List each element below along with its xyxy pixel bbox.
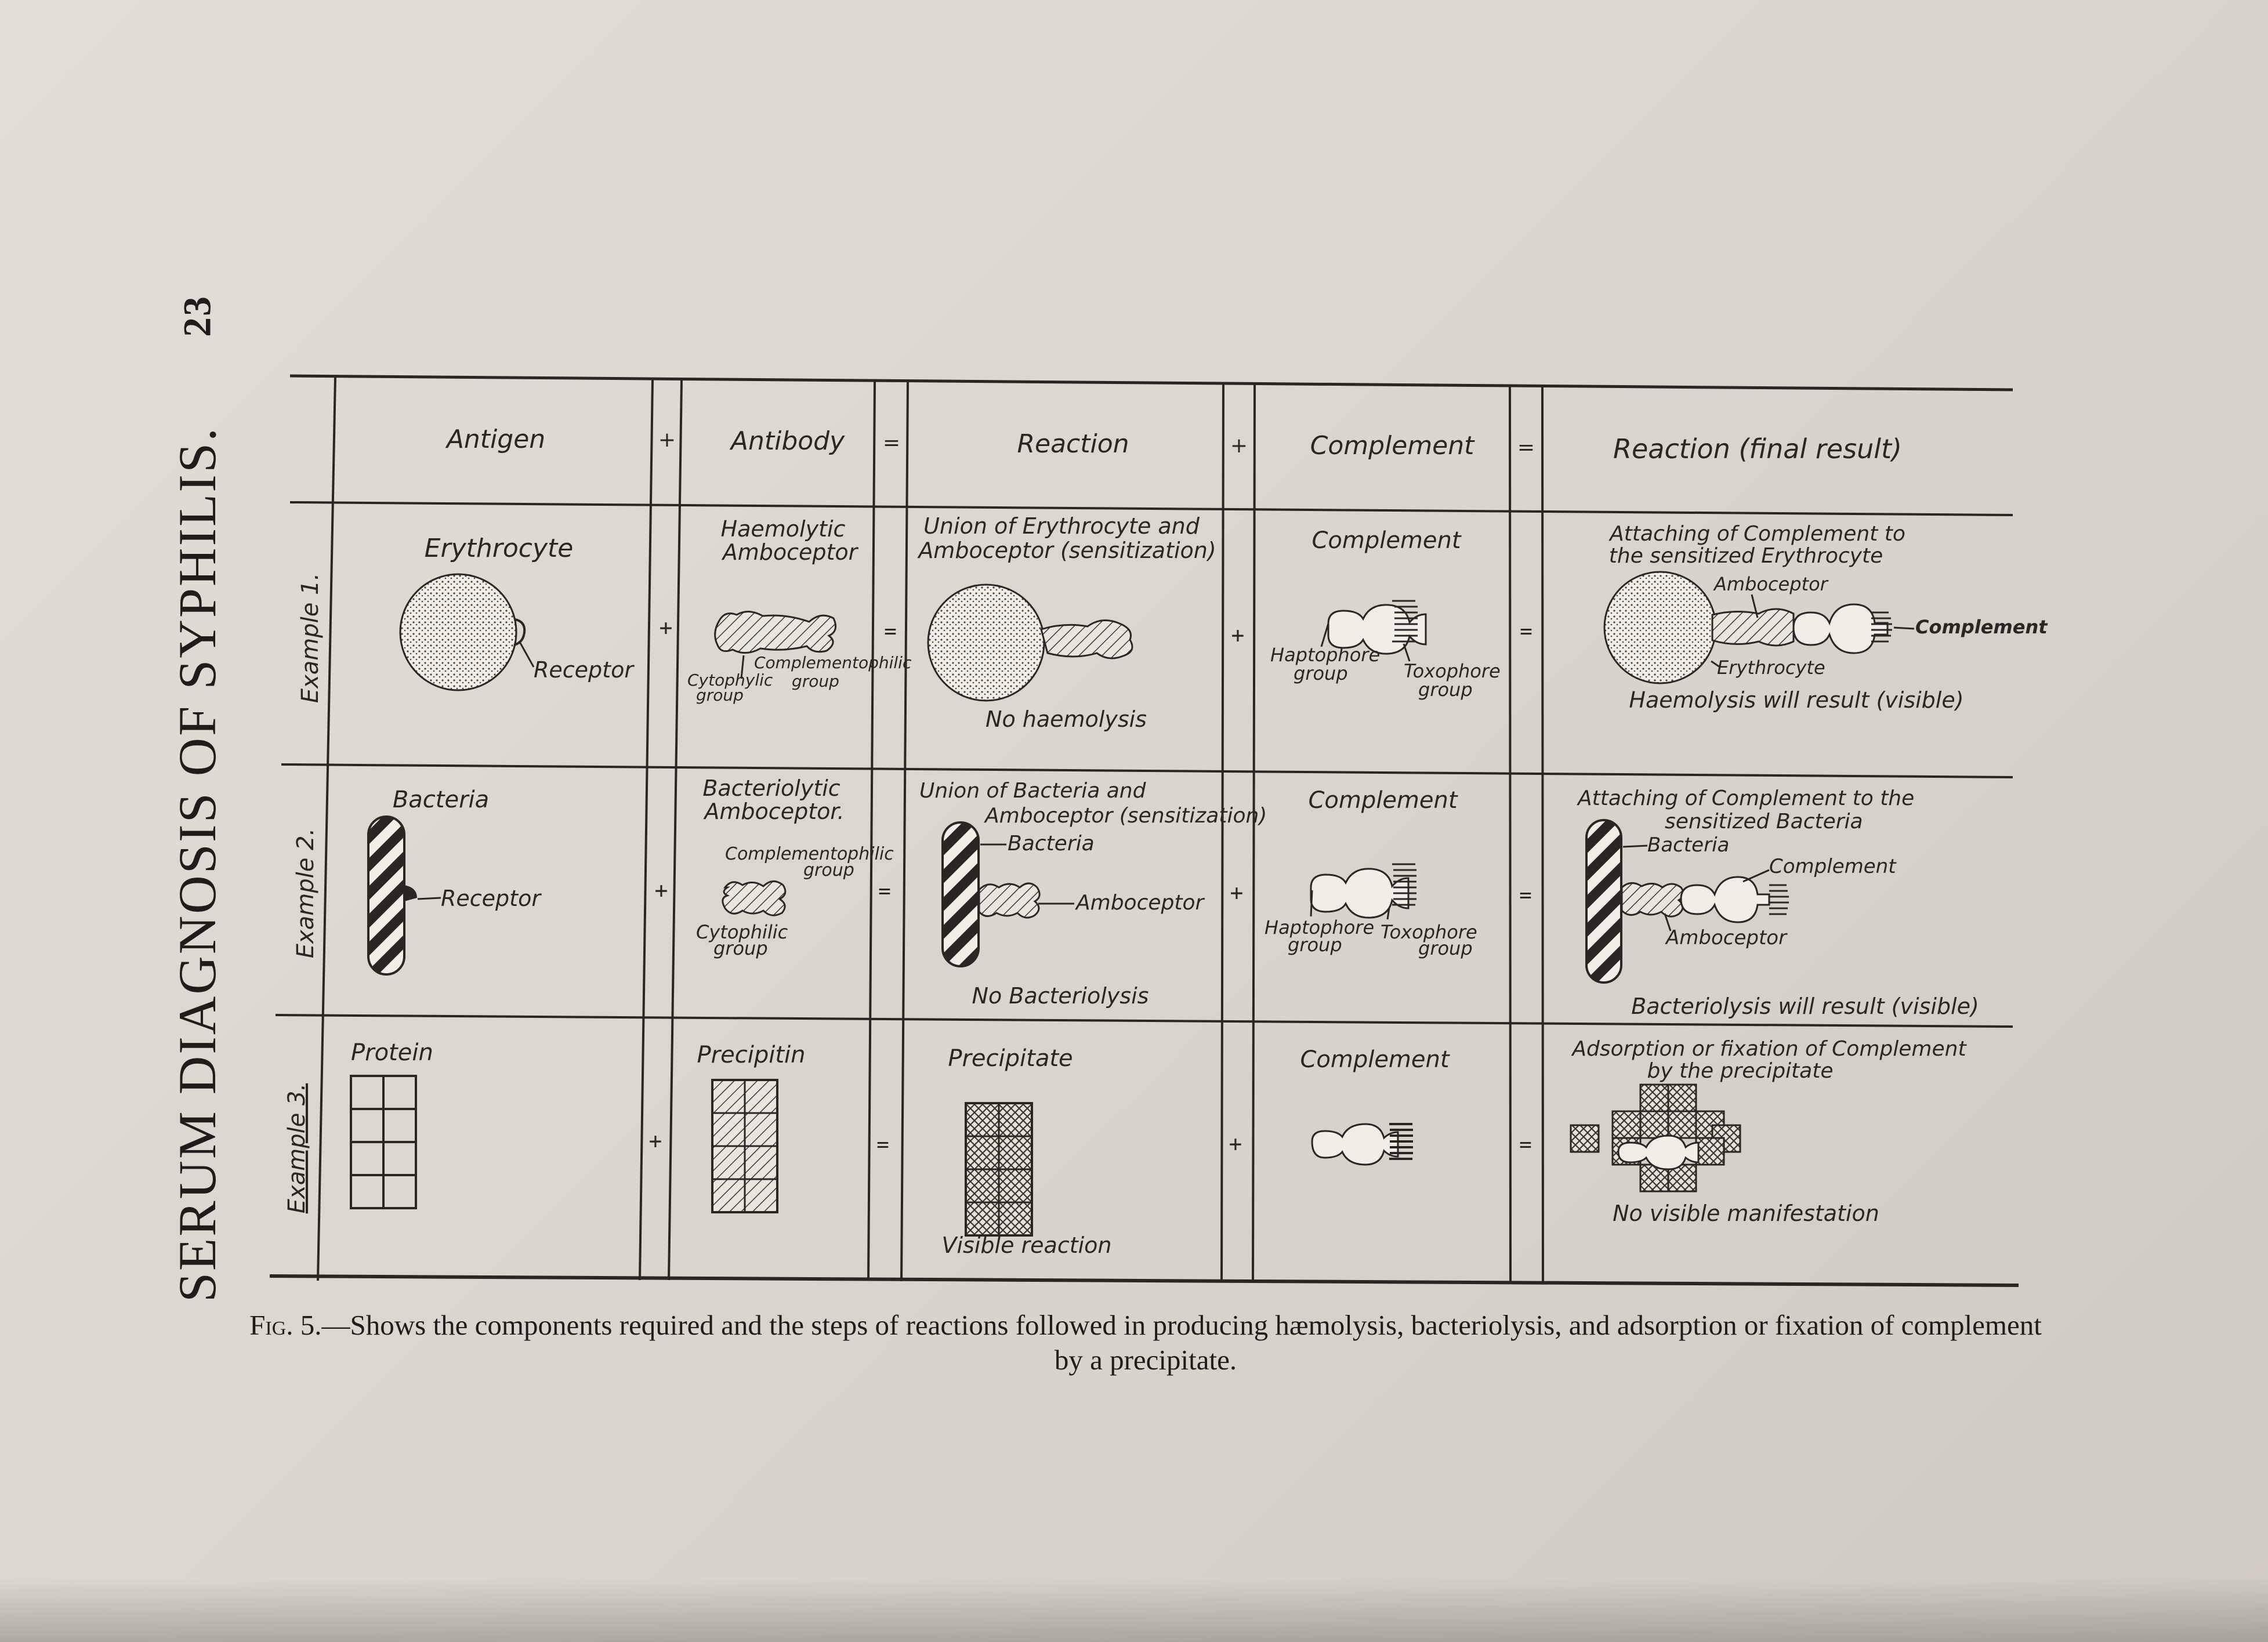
complementophilic-group-1: group xyxy=(792,672,839,691)
haemolysis-result-label: Haemolysis will result (visible) xyxy=(1629,687,1964,713)
example-2-label: Example 2. xyxy=(292,828,319,959)
plus-ex1-1: + xyxy=(659,615,673,640)
attaching-complement-line2: the sensitized Erythrocyte xyxy=(1608,544,1883,568)
equals-ex2-2: = xyxy=(1519,883,1532,907)
col-rule-b xyxy=(669,380,682,1280)
reaction-bacteria-label: Bacteria xyxy=(1008,832,1095,856)
plus-ex2-2: + xyxy=(1230,880,1244,905)
page-number: 23 xyxy=(175,295,219,337)
cytophilic-group-2: group xyxy=(713,937,768,959)
page-edge-shadow xyxy=(0,1578,2268,1642)
adsorption-line1: Adsorption or fixation of Complement xyxy=(1572,1037,1966,1061)
figure-caption xyxy=(244,1308,2048,1378)
final-erythrocyte-label: Erythrocyte xyxy=(1717,657,1825,679)
complement-shape-3 xyxy=(1312,1124,1413,1165)
final-complement-label-2: Complement xyxy=(1769,855,1896,878)
bacteria-cell xyxy=(368,817,441,974)
cytophylic-group-1: group xyxy=(696,686,744,705)
header-plus-2: + xyxy=(1230,434,1248,458)
amboceptor-label-2: Amboceptor. xyxy=(704,799,845,824)
precipitate-grid xyxy=(966,1103,1032,1235)
example-3-label: Example 3. xyxy=(284,1083,310,1214)
fixation-complex xyxy=(1571,1085,1740,1191)
bacteriolytic-label: Bacteriolytic xyxy=(702,775,840,801)
toxophore-group-1: group xyxy=(1418,679,1473,701)
equals-ex1-1: = xyxy=(884,619,897,643)
adsorption-line2: by the precipitate xyxy=(1647,1059,1834,1083)
header-antibody: Antibody xyxy=(730,426,845,456)
union-bacteria-line1: Union of Bacteria and xyxy=(919,779,1146,803)
col-rule-h xyxy=(1542,387,1543,1284)
bacteria-title: Bacteria xyxy=(392,786,490,813)
bacteriolysis-result-label: Bacteriolysis will result (visible) xyxy=(1631,994,1979,1019)
col-rule-e xyxy=(1222,384,1223,1282)
erythrocyte-title: Erythrocyte xyxy=(424,534,574,563)
haptophore-group-1: group xyxy=(1294,662,1348,684)
protein-grid xyxy=(351,1076,416,1208)
no-haemolysis-label: No haemolysis xyxy=(986,706,1147,732)
attaching-complement-line1: Attaching of Complement to xyxy=(1610,522,1905,546)
complement-shape-2 xyxy=(1311,864,1416,919)
example-3-row xyxy=(284,1037,1967,1258)
protein-title: Protein xyxy=(351,1039,433,1066)
precipitin-grid xyxy=(712,1080,777,1212)
amboceptor-shape-2 xyxy=(723,881,785,915)
equals-ex3-2: = xyxy=(1519,1133,1532,1157)
union-bacteria-line2: Amboceptor (sensitization) xyxy=(985,804,1267,828)
reaction-amboceptor-label: Amboceptor xyxy=(1076,891,1204,915)
union-erythrocyte-line1: Union of Erythrocyte and xyxy=(923,513,1200,539)
no-bacteriolysis-label: No Bacteriolysis xyxy=(972,983,1149,1009)
erythrocyte-cell xyxy=(400,574,534,690)
bottom-rule xyxy=(270,1276,2019,1285)
receptor-label-2: Receptor xyxy=(441,886,541,911)
complementophilic-group-2: group xyxy=(803,860,854,880)
receptor-label-1: Receptor xyxy=(534,657,633,683)
example-2-row xyxy=(292,775,1979,1019)
top-rule xyxy=(290,376,2013,390)
haemolytic-label: Haemolytic xyxy=(720,516,846,542)
header-row xyxy=(445,425,1902,465)
plus-ex3-1: + xyxy=(648,1128,662,1154)
complement-title-1: Complement xyxy=(1311,527,1461,554)
final-complement-label-1: Complement xyxy=(1915,616,2048,638)
sensitized-erythrocyte xyxy=(928,585,1132,701)
final-bacteria-label: Bacteria xyxy=(1647,833,1730,857)
header-final-result: Reaction (final result) xyxy=(1613,433,1902,465)
precipitate-title: Precipitate xyxy=(948,1045,1073,1072)
example-1-label: Example 1. xyxy=(297,572,324,704)
caption-text: —Shows the components required and the steps of reactions followed in producing hæmolysis, bacteriolysis, and adsorption or fixation of complement by a precipitate. xyxy=(321,1309,2042,1376)
final-amboceptor-label-1: Amboceptor xyxy=(1714,573,1828,595)
haptophore-label-2: Haptophore xyxy=(1265,916,1375,938)
header-equals-1: = xyxy=(882,431,901,455)
complementophilic-label-2: Complementophilic xyxy=(725,844,894,864)
complement-title-3: Complement xyxy=(1300,1046,1450,1073)
col-rule-label xyxy=(318,377,335,1281)
header-plus-1: + xyxy=(658,428,676,452)
plus-ex2-1: + xyxy=(654,878,668,903)
equals-ex1-2: = xyxy=(1520,619,1532,643)
figure-number: Fig. 5. xyxy=(249,1309,322,1341)
no-visible-manifestation-label: No visible manifestation xyxy=(1613,1201,1879,1226)
amboceptor-label-1: Amboceptor xyxy=(722,539,858,565)
haptophore-label-1: Haptophore xyxy=(1270,644,1381,666)
header-equals-2: = xyxy=(1517,436,1535,459)
row-rule-1 xyxy=(281,764,2013,777)
attaching-bacteria-line2: sensitized Bacteria xyxy=(1665,810,1863,833)
cytophylic-label: Cytophylic xyxy=(687,670,773,690)
toxophore-group-2: group xyxy=(1418,937,1473,959)
final-amboceptor-label-2: Amboceptor xyxy=(1666,926,1787,949)
complement-title-2: Complement xyxy=(1308,787,1458,814)
visible-reaction-label: Visible reaction xyxy=(941,1233,1112,1258)
complementophilic-label-1: Complementophilic xyxy=(754,653,912,672)
running-head: SERUM DIAGNOSIS OF SYPHILIS. xyxy=(168,426,227,1303)
col-rule-c xyxy=(868,382,875,1281)
cytophilic-label: Cytophilic xyxy=(696,921,788,943)
example-1-row xyxy=(297,513,2048,732)
precipitin-title: Precipitin xyxy=(697,1042,806,1068)
haptophore-group-2: group xyxy=(1288,934,1342,956)
equals-ex2-1: = xyxy=(878,879,891,903)
plus-ex1-2: + xyxy=(1231,622,1245,648)
plus-ex3-2: + xyxy=(1229,1131,1242,1157)
toxophore-label-1: Toxophore xyxy=(1404,660,1501,682)
col-rule-f xyxy=(1253,385,1255,1282)
union-erythrocyte-line2: Amboceptor (sensitization) xyxy=(918,538,1216,563)
header-antigen: Antigen xyxy=(446,425,546,454)
attaching-bacteria-line1: Attaching of Complement to the xyxy=(1578,786,1915,810)
equals-ex3-1: = xyxy=(876,1133,889,1157)
col-rule-d xyxy=(901,382,908,1281)
toxophore-label-2: Toxophore xyxy=(1381,921,1477,943)
header-reaction: Reaction xyxy=(1017,429,1129,459)
header-complement: Complement xyxy=(1310,431,1474,461)
